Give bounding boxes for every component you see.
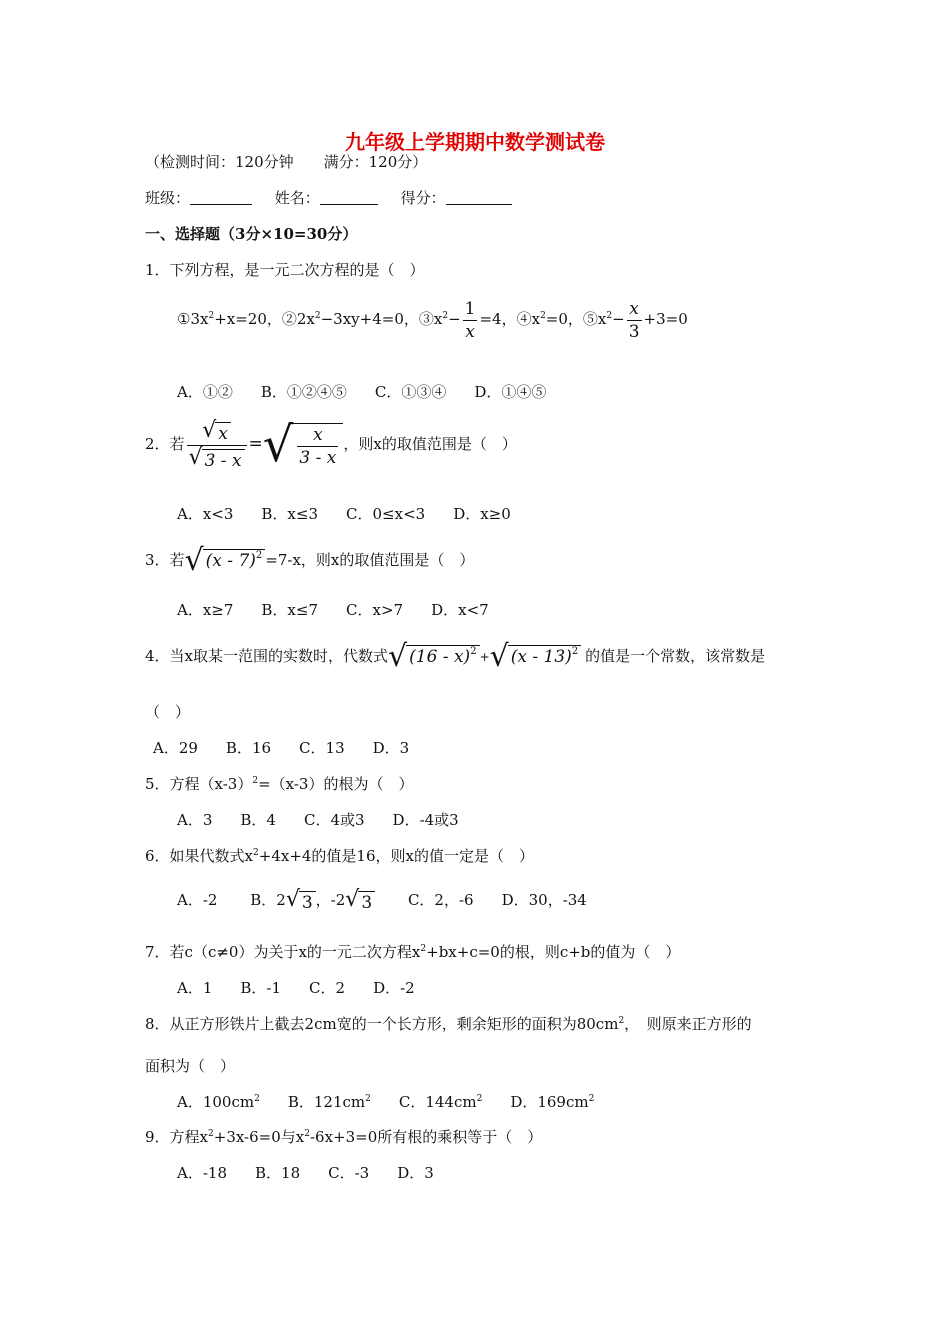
q7-option-c[interactable]: C．2: [309, 979, 346, 997]
q4-option-c[interactable]: C．13: [299, 739, 345, 757]
q2-stem: 2．若 √ x √ 3 - x = √ $\frac{x}{3 - x}$ ，则x的取值范围是（ ）: [145, 417, 517, 473]
q1-stem: 1．下列方程，是一元二次方程的是（ ）: [145, 261, 425, 279]
q8-option-b[interactable]: B．$121cm^2$: [287, 1093, 371, 1111]
q1-option-b[interactable]: B．①②④⑤: [260, 383, 347, 401]
q1-option-c[interactable]: C．①③④: [374, 383, 447, 401]
q2-lhs-fraction: √ x √ 3 - x: [187, 419, 247, 472]
q6-option-c[interactable]: C．2，-6: [407, 891, 474, 909]
q6-option-a[interactable]: A．-2: [177, 891, 218, 909]
score-blank[interactable]: [446, 204, 512, 205]
q7-options: [177, 978, 443, 998]
q6-option-d[interactable]: D．30，-34: [501, 891, 587, 909]
fraction-1-over-x: $\frac{1}{x}$: [464, 298, 476, 342]
q3-option-c[interactable]: C．x>7: [346, 601, 404, 619]
q2-option-b[interactable]: B．x≤3: [261, 505, 319, 523]
q8-option-c[interactable]: C．$144cm^2$: [398, 1093, 483, 1111]
score-label: 得分：: [400, 189, 446, 207]
q5-option-b[interactable]: B．4: [240, 811, 276, 829]
q4-option-a[interactable]: A．29: [153, 739, 198, 757]
q4-root-1: √ (16 - x)$^2$: [388, 642, 480, 672]
q5-option-a[interactable]: A．3: [177, 811, 213, 829]
q4-root-2: √ (x - 13)$^2$: [490, 642, 582, 672]
q3-options: [177, 600, 517, 620]
q2-option-c[interactable]: C．0≤x<3: [346, 505, 426, 523]
q9-options: [177, 1163, 462, 1183]
q3-root: √ (x - 7)$^2$: [185, 546, 266, 576]
q5-option-c[interactable]: C．4或3: [303, 811, 365, 829]
q9-option-b[interactable]: B．18: [255, 1164, 301, 1182]
q5-stem: 5．方程$(x-3)^2=(x-3)$的根为（ ）: [145, 775, 414, 793]
q4-options: [153, 738, 437, 758]
q1-option-a[interactable]: A．①②: [177, 383, 233, 401]
q5-options: [177, 810, 487, 830]
q8-option-a[interactable]: A．$100cm^2$: [177, 1093, 260, 1111]
q8-option-d[interactable]: D．$169cm^2$: [510, 1093, 595, 1111]
q7-stem: 7．若c（c≠0）为关于x的一元二次方程$x^2+bx+c=0$的根，则c+b的值为（ ）: [145, 943, 681, 961]
q1-option-d[interactable]: D．①④⑤: [474, 383, 547, 401]
page-title: 九年级上学期期中数学测试卷: [345, 130, 605, 154]
q8-stem: 8．从正方形铁片上截去2cm宽的一个长方形，剩余矩形的面积为$80cm^2$， 则原来正方形的: [145, 1015, 752, 1033]
q3-option-d[interactable]: D．x<7: [431, 601, 489, 619]
q1-options: [177, 382, 574, 402]
q9-option-d[interactable]: D．3: [397, 1164, 434, 1182]
section-heading: 一、选择题（3分×10=30分）: [145, 225, 358, 243]
q4-stem: 4．当x取某一范围的实数时，代数式 √ (16 - x)$^2$ + √ (x - 13)$^2$ 的值是一个常数，该常数是: [145, 639, 766, 674]
q8-stem-cont: 面积为（ ）: [145, 1057, 236, 1075]
q3-option-a[interactable]: A．x≥7: [177, 601, 234, 619]
exam-meta: （检测时间：120分钟 满分：120分）: [145, 153, 428, 171]
q4-option-d[interactable]: D．3: [372, 739, 410, 757]
q8-options: [177, 1092, 622, 1112]
class-label: 班级：: [145, 189, 191, 207]
q6-option-b[interactable]: B．2 √ 3 ，-2 √ 3: [250, 882, 375, 918]
q2-option-a[interactable]: A．x<3: [177, 505, 234, 523]
q4-option-b[interactable]: B．16: [225, 739, 272, 757]
q5-option-d[interactable]: D．-4或3: [392, 811, 459, 829]
q2-rhs-root: √ $\frac{x}{3 - x}$: [263, 420, 344, 470]
q3-stem: 3．若 √ (x - 7)$^2$ =7-x，则x的取值范围是（ ）: [145, 543, 475, 578]
name-blank[interactable]: [320, 204, 378, 205]
q7-option-b[interactable]: B．-1: [240, 979, 282, 997]
q1-expression: $①3x^2+x=20$，$②2x^2-3xy+4=0$，$③x^2-$ $\frac{1}{x}$ =4，$④x^2=0$，$⑤x^2-$ $\frac{x}{3}$ +3=0: [177, 298, 688, 342]
q2-option-d[interactable]: D．x≥0: [453, 505, 511, 523]
student-info: [145, 188, 512, 208]
q3-option-b[interactable]: B．x≤7: [261, 601, 319, 619]
q9-option-a[interactable]: A．-18: [177, 1164, 227, 1182]
q4-paren: （ ）: [145, 703, 191, 721]
q7-option-a[interactable]: A．1: [177, 979, 213, 997]
fraction-x-over-3: $\frac{x}{3}$: [628, 298, 640, 342]
q9-option-c[interactable]: C．-3: [328, 1164, 370, 1182]
q2-options: [177, 504, 539, 524]
q6-stem: 6．如果代数式$x^2+4x+4$的值是16，则x的值一定是（ ）: [145, 847, 534, 865]
q6-options: [177, 882, 615, 918]
class-blank[interactable]: [190, 204, 252, 205]
q7-option-d[interactable]: D．-2: [373, 979, 415, 997]
name-label: 姓名：: [274, 189, 320, 207]
q9-stem: 9．方程$x^2+3x-6=0$与$x^2-6x+3=0$所有根的乘积等于（ ）: [145, 1128, 543, 1146]
